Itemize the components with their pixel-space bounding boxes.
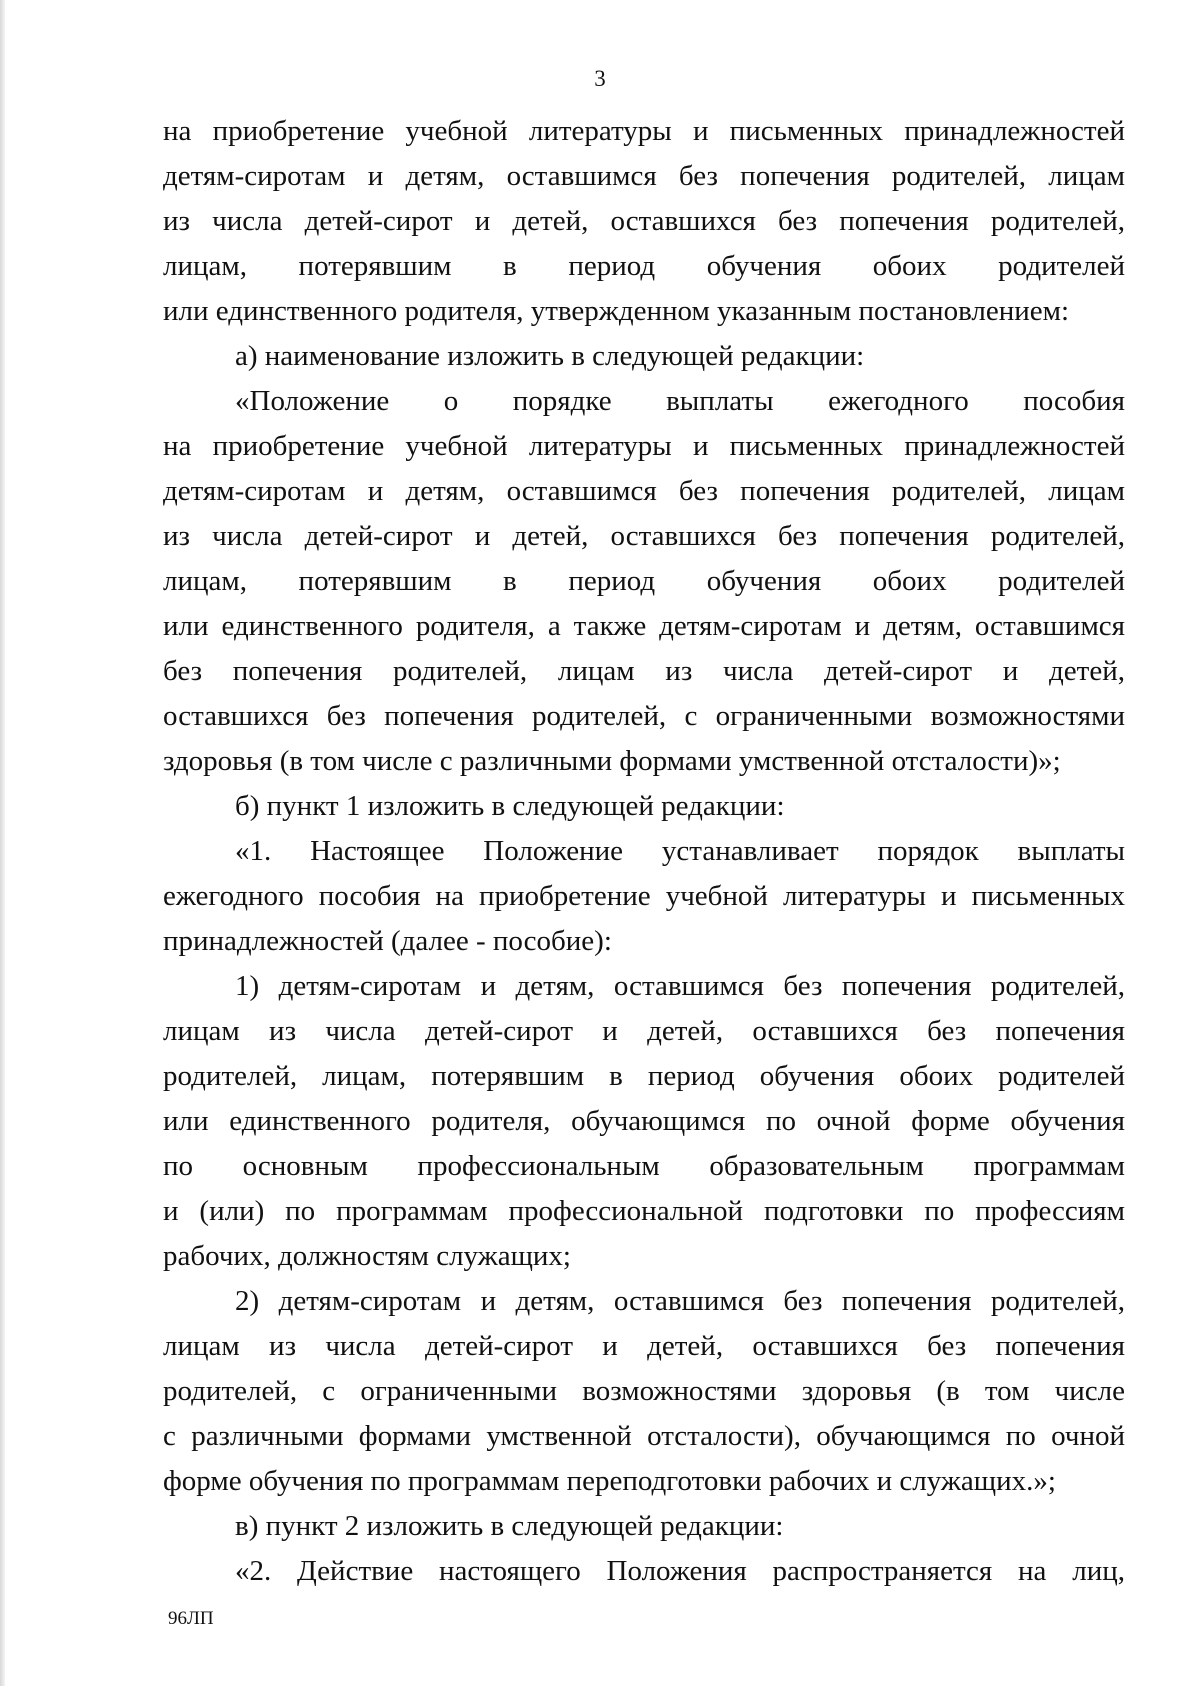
text-line: детям-сиротам и детям, оставшимся без попечения родителей, лицам (163, 160, 1125, 192)
text-line: принадлежностей (далее - пособие): (163, 925, 612, 957)
text-line: по основным профессиональным образовательным программам (163, 1150, 1125, 1182)
text-line: на приобретение учебной литературы и письменных принадлежностей (163, 430, 1125, 462)
text-line: 2) детям-сиротам и детям, оставшимся без попечения родителей, (235, 1285, 1125, 1317)
text-line: «1. Настоящее Положение устанавливает порядок выплаты (235, 835, 1125, 867)
scan-edge (0, 0, 5, 1686)
text-line: или единственного родителя, утвержденном указанным постановлением: (163, 295, 1070, 327)
text-line: без попечения родителей, лицам из числа детей-сирот и детей, (163, 655, 1125, 687)
text-line: с различными формами умственной отсталости), обучающимся по очной (163, 1420, 1125, 1452)
text-line: 1) детям-сиротам и детям, оставшимся без попечения родителей, (235, 970, 1125, 1002)
text-line: из числа детей-сирот и детей, оставшихся без попечения родителей, (163, 205, 1125, 237)
text-line: лицам из числа детей-сирот и детей, оставшихся без попечения (163, 1330, 1125, 1362)
text-line: форме обучения по программам переподготовки рабочих и служащих.»; (163, 1465, 1056, 1497)
text-line: родителей, лицам, потерявшим в период обучения обоих родителей (163, 1060, 1125, 1092)
page-number: 3 (594, 66, 606, 91)
text-line: в) пункт 2 изложить в следующей редакции: (235, 1510, 784, 1542)
text-line: б) пункт 1 изложить в следующей редакции: (235, 790, 785, 822)
document-code: 96ЛП (168, 1608, 214, 1629)
text-line: а) наименование изложить в следующей редакции: (235, 340, 865, 372)
text-line: из числа детей-сирот и детей, оставшихся без попечения родителей, (163, 520, 1125, 552)
text-line: «2. Действие настоящего Положения распространяется на лиц, (235, 1555, 1125, 1587)
text-line: и (или) по программам профессиональной подготовки по профессиям (163, 1195, 1125, 1227)
text-line: лицам, потерявшим в период обучения обоих родителей (163, 250, 1125, 282)
text-line: лицам из числа детей-сирот и детей, оставшихся без попечения (163, 1015, 1125, 1047)
text-line: родителей, с ограниченными возможностями здоровья (в том числе (163, 1375, 1125, 1407)
text-line: здоровья (в том числе с различными формами умственной отсталости)»; (163, 745, 1061, 777)
text-line: оставшихся без попечения родителей, с ограниченными возможностями (163, 700, 1125, 732)
text-line: лицам, потерявшим в период обучения обоих родителей (163, 565, 1125, 597)
document-body (163, 109, 1125, 1594)
text-line: или единственного родителя, а также детям-сиротам и детям, оставшимся (163, 610, 1125, 642)
text-line: или единственного родителя, обучающимся по очной форме обучения (163, 1105, 1125, 1137)
text-line: ежегодного пособия на приобретение учебной литературы и письменных (163, 880, 1125, 912)
text-line: рабочих, должностям служащих; (163, 1240, 571, 1272)
text-line: детям-сиротам и детям, оставшимся без попечения родителей, лицам (163, 475, 1125, 507)
text-line: на приобретение учебной литературы и письменных принадлежностей (163, 115, 1125, 147)
text-line: «Положение о порядке выплаты ежегодного пособия (235, 385, 1125, 417)
